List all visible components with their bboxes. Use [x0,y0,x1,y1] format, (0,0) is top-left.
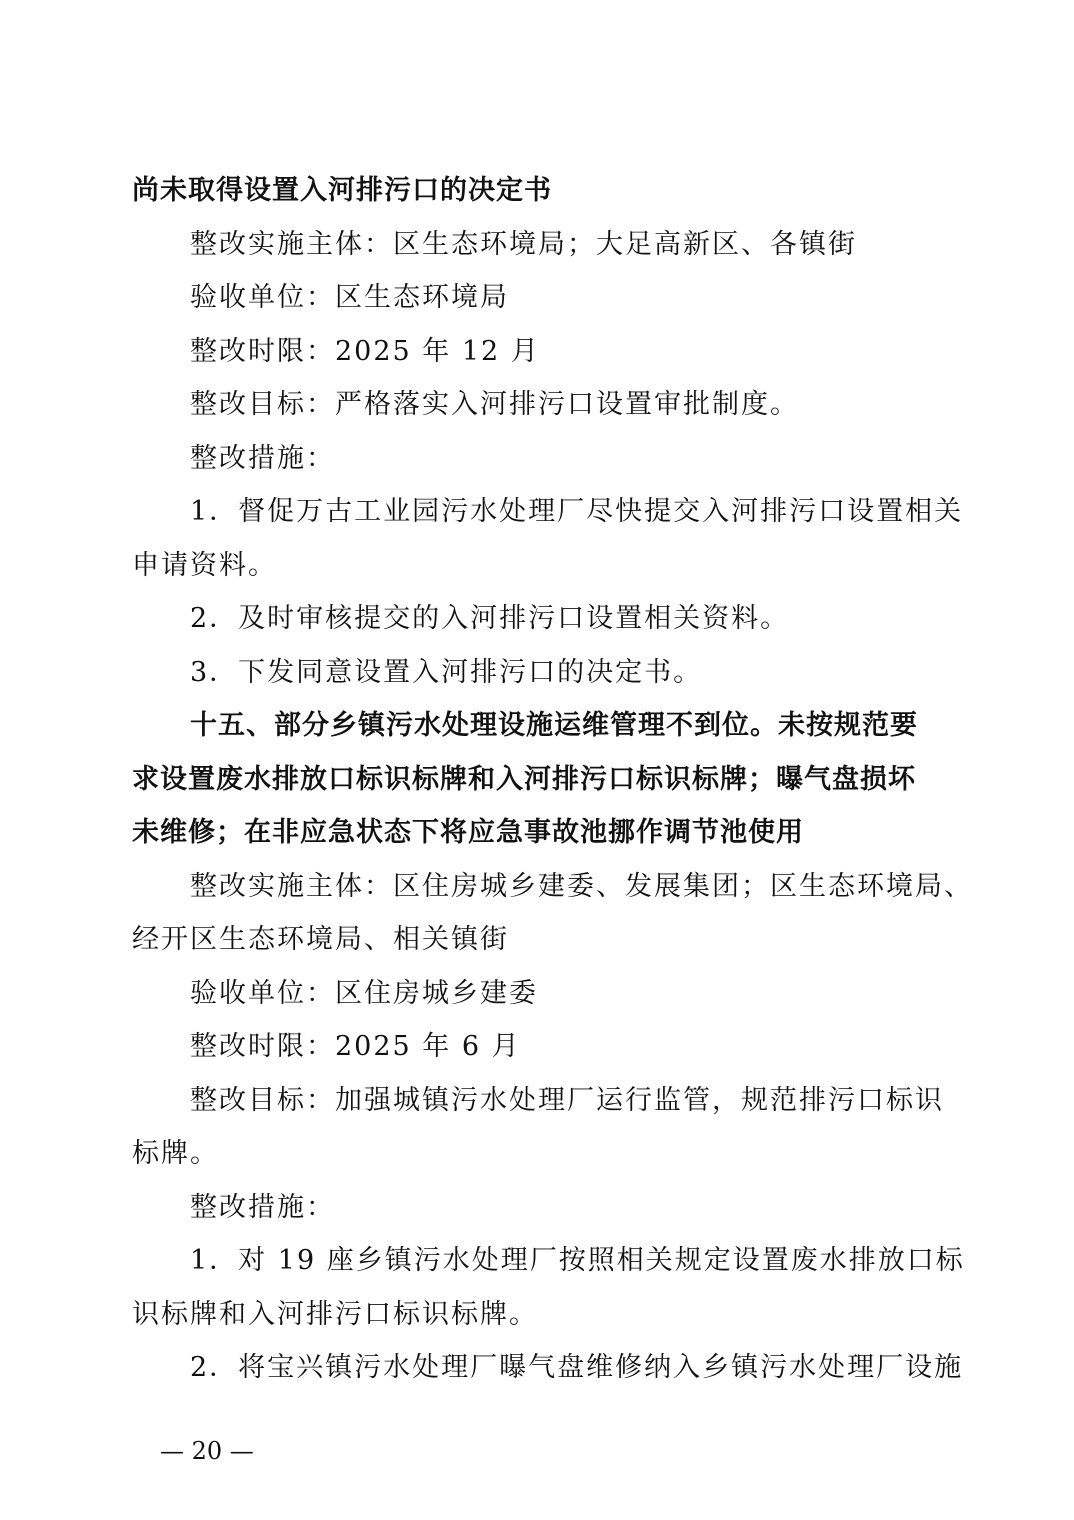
rectification-goal: 整改目标：加强城镇污水处理厂运行监管，规范排污口标识 [190,1084,944,1116]
responsible-entity-continued: 经开区生态环境局、相关镇街 [132,924,509,955]
measure-1: 1．督促万古工业园污水处理厂尽快提交入河排污口设置相关 [190,496,964,527]
deadline: 整改时限：2025 年 12 月 [190,335,540,367]
section-heading-15-line-3: 未维修；在非应急状态下将应急事故池挪作调节池使用 [132,817,804,848]
responsible-entity: 整改实施主体：区生态环境局；大足高新区、各镇街 [190,228,857,260]
section-heading-continuation: 尚未取得设置入河排污口的决定书 [132,175,552,206]
responsible-entity: 整改实施主体：区住房城乡建委、发展集团；区生态环境局、 [190,870,973,902]
measure-1-continued: 申请资料。 [132,549,277,581]
measures-label: 整改措施： [190,442,335,474]
deadline: 整改时限：2025 年 6 月 [190,1031,521,1062]
page-number: — 20 — [160,1437,254,1465]
measure-1-continued: 识标牌和入河排污口标识标牌。 [132,1298,538,1330]
measure-2: 2．及时审核提交的入河排污口设置相关资料。 [190,603,790,634]
acceptance-unit: 验收单位：区住房城乡建委 [190,977,538,1009]
rectification-goal-continued: 标牌。 [132,1138,219,1169]
measure-1: 1．对 19 座乡镇污水处理厂按照相关规定设置废水排放口标 [190,1245,965,1276]
acceptance-unit: 验收单位：区生态环境局 [190,282,509,313]
section-heading-15: 十五、部分乡镇污水处理设施运维管理不到位。未按规范要 [190,710,918,741]
document-body [132,164,973,1395]
measure-3: 3．下发同意设置入河排污口的决定书。 [190,656,703,688]
measure-2: 2．将宝兴镇污水处理厂曝气盘维修纳入乡镇污水处理厂设施 [190,1352,964,1383]
rectification-goal: 整改目标：严格落实入河排污口设置审批制度。 [190,389,799,420]
measures-label: 整改措施： [190,1191,335,1223]
section-heading-15-line-2: 求设置废水排放口标识标牌和入河排污口标识标牌；曝气盘损坏 [132,763,916,795]
